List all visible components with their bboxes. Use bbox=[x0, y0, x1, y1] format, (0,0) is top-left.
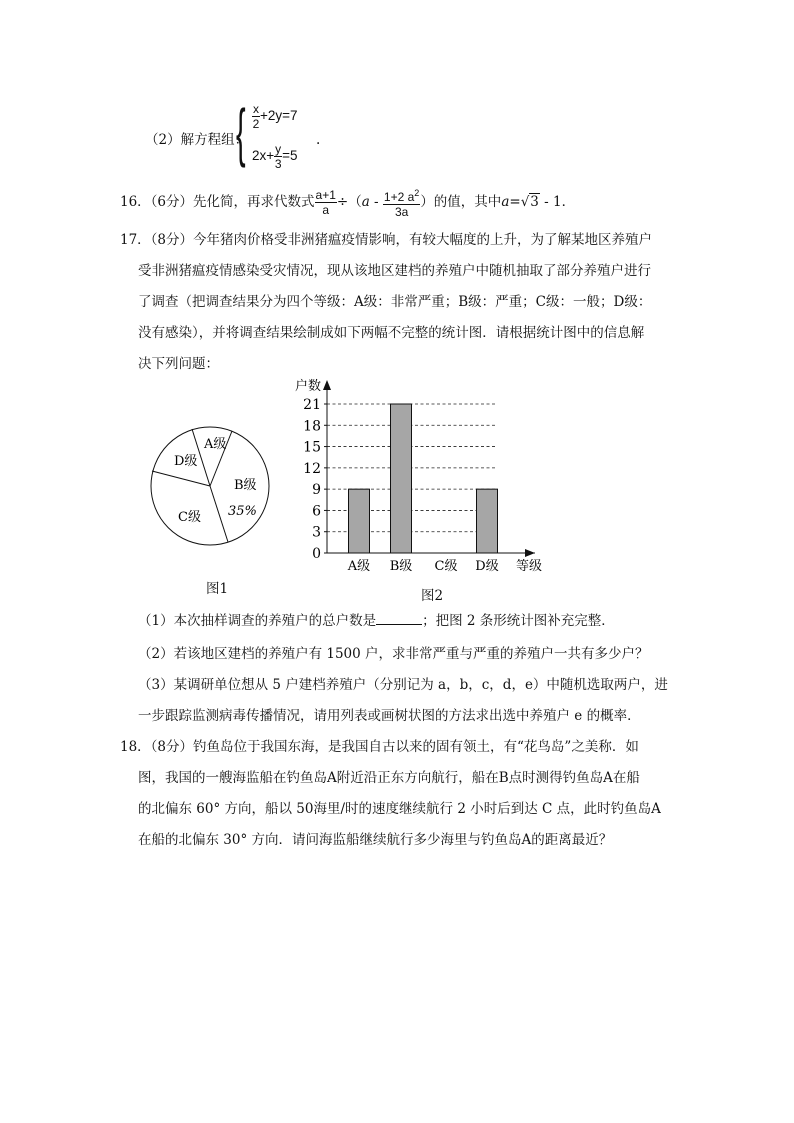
q17-line-5: 决下列问题： bbox=[138, 356, 219, 372]
q18-line-1: 18．（8分）钓鱼岛位于我国东海，是我国自古以来的固有领土，有“花鸟岛”之美称．如 bbox=[120, 739, 639, 755]
y-tick-label-6: 6 bbox=[312, 503, 321, 520]
answer-blank bbox=[376, 612, 422, 625]
question-16: 16．（6分）先化简，再求代数式 $\frac{a+1}{a}$ ÷（a - $\frac{1+2 a^2}{3a}$ ）的值，其中a=√3 - 1． bbox=[120, 188, 576, 219]
y-tick-label-0: 0 bbox=[312, 546, 321, 562]
pie-divider-b-c bbox=[210, 486, 228, 542]
q15-equation-2: 2x+ $\frac{y}{3}$ =5 bbox=[252, 142, 298, 171]
pie-label-c: C级 bbox=[178, 510, 201, 525]
pie-chart-figure-1 bbox=[140, 408, 280, 558]
q17-sub-3-line-1: （3）某调研单位想从 5 户建档养殖户（分别记为 a，b，c，d，e）中随机选取两户，进 bbox=[138, 677, 668, 693]
x-category-label-B级: B级 bbox=[389, 559, 413, 574]
y-axis-label: 户数 bbox=[295, 379, 322, 394]
q17-sub-1: （1）本次抽样调查的养殖户的总户数是 ；把图 2 条形统计图补充完整． bbox=[138, 613, 615, 629]
x-category-label-D级: D级 bbox=[475, 559, 499, 574]
q18-line-2: 图，我国的一艘海监船在钓鱼岛A附近沿正东方向航行，船在B点时测得钓鱼岛A在船 bbox=[138, 770, 640, 786]
q18-line-4: 在船的北偏东 30° 方向．请问海监船继续航行多少海里与钓鱼岛A的距离最近？ bbox=[138, 832, 613, 848]
x-category-label-A级: A级 bbox=[347, 559, 371, 574]
q15-equation-1: $\frac{x}{2}$ +2y=7 bbox=[252, 102, 298, 131]
pie-label-a: A级 bbox=[204, 437, 227, 452]
bar-D级 bbox=[477, 489, 498, 553]
y-tick-label-21: 21 bbox=[303, 397, 321, 413]
bar-chart-figure-2 bbox=[290, 370, 560, 580]
q17-line-4: 没有感染），并将调查结果绘制成如下两幅不完整的统计图．请根据统计图中的信息解 bbox=[138, 325, 645, 341]
q15-brace: { bbox=[236, 96, 246, 168]
x-category-label-C级: C级 bbox=[434, 559, 458, 574]
x-axis-arrow bbox=[525, 549, 535, 557]
pie-label-d: D级 bbox=[174, 454, 198, 469]
y-tick-label-12: 12 bbox=[303, 460, 321, 477]
x-axis-label: 等级 bbox=[516, 559, 543, 574]
q17-line-2: 受非洲猪瘟疫情感染受灾情况，现从该地区建档的养殖户中随机抽取了部分养殖户进行 bbox=[138, 263, 651, 279]
figure-2-caption: 图2 bbox=[421, 588, 444, 604]
pie-divider-c-d bbox=[152, 471, 210, 486]
bar-A级 bbox=[349, 489, 370, 553]
figure-1-caption: 图1 bbox=[206, 581, 229, 597]
bar-B级 bbox=[391, 404, 412, 553]
y-tick-label-9: 9 bbox=[312, 482, 321, 499]
q17-line-1: 17．（8分）今年猪肉价格受非洲猪瘟疫情影响，有较大幅度的上升，为了解某地区养殖户 bbox=[120, 232, 653, 248]
y-axis-arrow bbox=[323, 380, 331, 390]
y-tick-label-3: 3 bbox=[312, 524, 321, 541]
pie-label-b-percent: 35% bbox=[228, 504, 257, 519]
y-tick-label-18: 18 bbox=[303, 418, 321, 435]
q17-sub-3-line-2: 一步跟踪监测病毒传播情况，请用列表或画树状图的方法求出选中养殖户 e 的概率． bbox=[138, 708, 641, 724]
pie-label-b: B级 bbox=[234, 478, 257, 493]
q15-end: . bbox=[316, 132, 321, 148]
q17-sub-2: （2）若该地区建档的养殖户有 1500 户，求非常严重与严重的养殖户一共有多少户？ bbox=[138, 646, 649, 662]
q15-label: （2）解方程组： bbox=[145, 132, 249, 148]
q17-line-3: 了调查（把调查结果分为四个等级：A级：非常严重；B级：严重；C级：一般；D级： bbox=[138, 294, 652, 310]
y-tick-label-15: 15 bbox=[303, 439, 321, 456]
q18-line-3: 的北偏东 60° 方向，船以 50海里/时的速度继续航行 2 小时后到达 C 点，此时钓鱼岛A bbox=[138, 801, 661, 817]
